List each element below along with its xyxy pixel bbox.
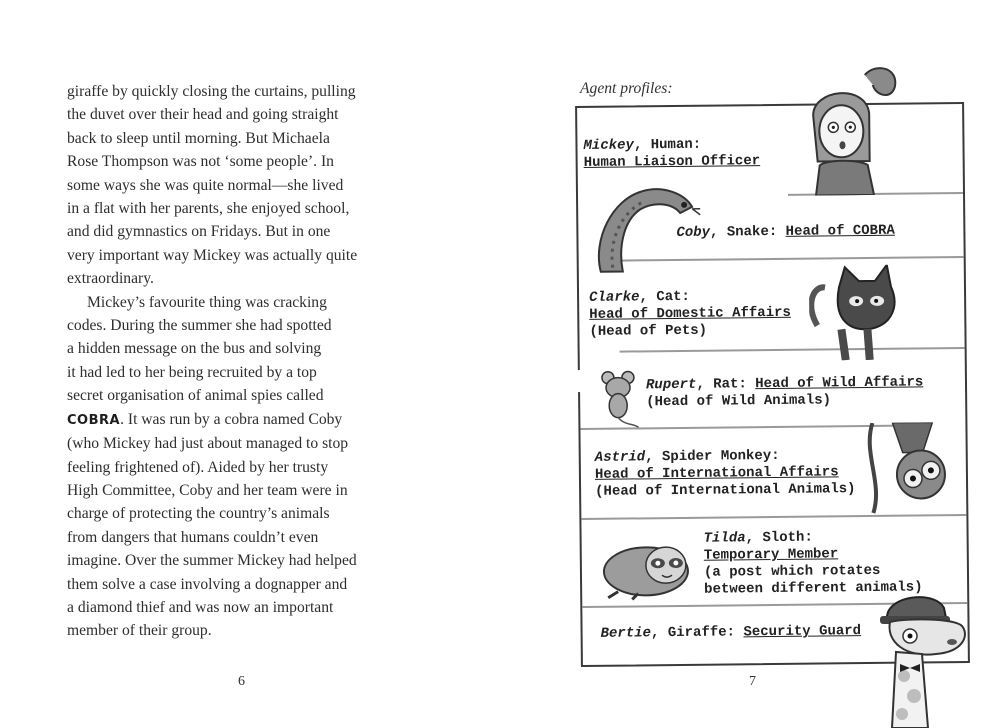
girl-illustration [795, 64, 916, 195]
agent-name: Bertie [600, 625, 652, 642]
text-line: feeling frightened of). Aided by her trusty [67, 458, 329, 476]
agent-role: Security Guard [743, 623, 862, 641]
agent-name: Tilda [703, 530, 746, 547]
text-line: Mickey’s favourite thing was cracking [87, 293, 327, 311]
text-line: back to sleep until morning. But Michaela [67, 129, 330, 147]
giraffe-illustration [866, 592, 976, 728]
agent-role: Head of Wild Affairs [755, 374, 924, 393]
profile-tilda [704, 528, 923, 598]
text-line: extraordinary. [67, 270, 154, 288]
agent-role: Head of International Affairs [594, 464, 839, 483]
text-line: secret organisation of animal spies called [67, 387, 324, 405]
agent-role: Head of Domestic Affairs [589, 304, 791, 323]
page-number-right: 7 [749, 674, 756, 689]
text-line: a hidden message on the bus and solving [67, 340, 322, 358]
agent-note: (Head of Wild Animals) [646, 392, 832, 411]
agent-species: , Sloth: [745, 529, 813, 547]
profile-mickey [583, 136, 760, 172]
text-line: and did gymnastics on Fridays. But in one [67, 223, 331, 241]
agent-name: Clarke [588, 289, 640, 306]
text-line: very important way Mickey was actually quite [67, 246, 358, 264]
text-line: codes. During the summer she had spotted [67, 317, 332, 335]
text-line: in a flat with her parents, she enjoyed school, [67, 200, 350, 218]
agent-species: , Cat: [639, 288, 691, 306]
page-number-left: 6 [238, 674, 245, 689]
agent-note: between different animals) [704, 579, 923, 598]
agent-species: , Human: [633, 136, 702, 154]
profile-rupert [646, 374, 924, 411]
text-line: them solve a case involving a dognapper and [67, 575, 348, 593]
text-line: it had led to her being recruited by a top [67, 363, 317, 381]
right-page [498, 0, 996, 728]
agent-species: , Rat: [696, 376, 756, 393]
agent-species: , Spider Monkey: [645, 447, 780, 466]
card-notch [574, 370, 584, 392]
text-line: from dangers that humans couldn’t even [67, 528, 319, 546]
text-line: a diamond thief and was now an important [67, 598, 334, 616]
text-line: High Committee, Coby and her team were in [67, 481, 348, 499]
monkey-illustration [862, 422, 958, 518]
agent-species: , Giraffe: [650, 624, 744, 642]
text-line: charge of protecting the country’s animals [67, 505, 330, 523]
text-line: Rose Thompson was not ‘some people’. In [67, 153, 334, 171]
sloth-illustration [598, 535, 699, 601]
text-line: the duvet over their head and going straight [67, 106, 339, 124]
text-line: imagine. Over the summer Mickey had helped [67, 552, 357, 570]
cat-illustration [809, 265, 915, 361]
text-line: (who Mickey had just about managed to stop [67, 435, 349, 453]
agent-profiles-card [575, 102, 970, 667]
agent-role: Head of COBRA [785, 222, 895, 240]
agent-name: Rupert [645, 376, 697, 394]
snake-illustration [592, 179, 703, 275]
agent-name: Coby [676, 224, 711, 241]
text-line: giraffe by quickly closing the curtains, pulling [67, 83, 356, 100]
text-line: member of their group. [67, 622, 212, 640]
agent-species: , Snake: [709, 223, 786, 241]
agent-role: Temporary Member [703, 546, 839, 564]
agent-role: Human Liaison Officer [583, 153, 761, 171]
agent-name: Astrid [594, 449, 646, 466]
profile-clarke [589, 288, 791, 341]
profile-coby [676, 223, 895, 242]
profiles-caption: Agent profiles: [580, 80, 673, 97]
agent-note: (Head of International Animals) [595, 481, 856, 500]
rat-illustration [594, 369, 645, 430]
text-line: some ways she was quite normal—she lived [67, 176, 344, 194]
story-text [67, 80, 427, 643]
text-line [67, 408, 427, 432]
agent-name: Mickey [583, 137, 634, 154]
agent-note: (Head of Pets) [589, 322, 708, 340]
text-fragment: . It was run by a cobra named Coby [120, 410, 343, 428]
cobra-wordmark: COBRA [67, 412, 121, 428]
agent-note: (a post which rotates [703, 562, 881, 581]
profile-astrid [595, 447, 856, 501]
profile-bertie [601, 623, 862, 643]
